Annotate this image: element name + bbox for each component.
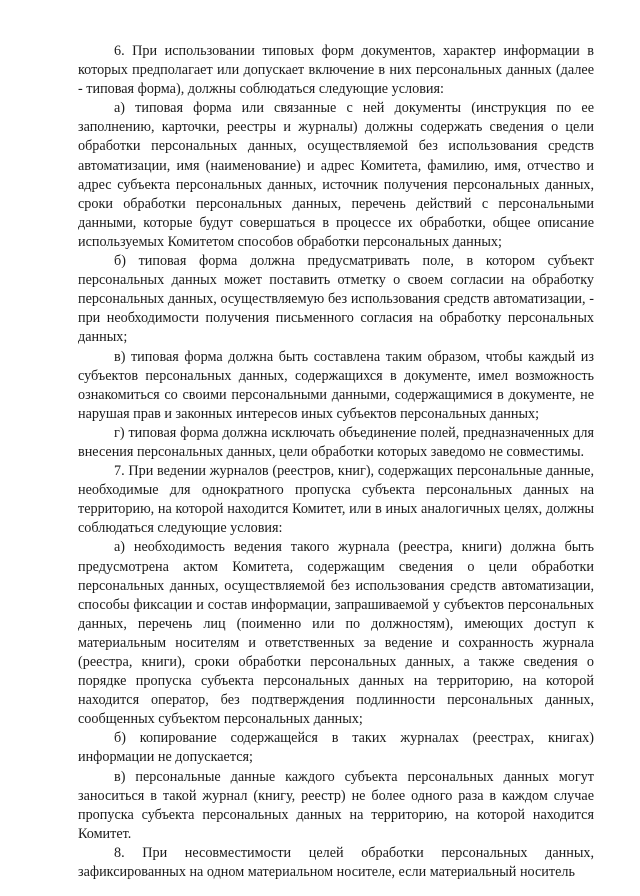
paragraph-7b: б) копирование содержащейся в таких журналах (реестрах, книгах) информации не допускается;: [78, 730, 594, 766]
paragraph-7v: в) персональные данные каждого субъекта персональных данных могут заноситься в такой журнал (книгу, реестр) не более одного раза в каждом случае пропуска субъекта персональных данных на территорию, на которой находится Комитет.: [78, 768, 594, 842]
paragraph-6b: б) типовая форма должна предусматривать поле, в котором субъект персональных данных может поставить отметку о своем согласии на обработку персональных данных, осуществляемую без использования средств автоматизации, - при необходимости получения письменного согласия на обработку персональных данных;: [78, 253, 594, 346]
paragraph-7: 7. При ведении журналов (реестров, книг), содержащих персональные данные, необходимые для однократного пропуска субъекта персональных данных на территорию, на которой находится Комитет, или в иных аналогичных целях, должны соблюдаться следующие условия:: [78, 463, 594, 537]
paragraph-6: 6. При использовании типовых форм документов, характер информации в которых предполагает или допускает включение в них персональных данных (далее - типовая форма), должны соблюдаться следующие условия:: [78, 43, 594, 98]
paragraph-8: 8. При несовместимости целей обработки персональных данных, зафиксированных на одном материальном носителе, если материальный носитель: [78, 844, 594, 881]
paragraph-7a: а) необходимость ведения такого журнала (реестра, книги) должна быть предусмотрена актом Комитета, содержащим сведения о цели обработки персональных данных, осуществляемой без использования средств автоматизации, способы фиксации и состав информации, запрашиваемой у субъектов персональных данных, перечень лиц (поименно или по должностям), имеющих доступ к материальным носителям и ответственных за ведение и сохранность журнала (реестра, книги), сроки обработки персональных данных, а также сведения о порядке пропуска субъекта персональных данных на территорию, на которой находится оператор, без подтверждения подлинности персональных данных, сообщенных субъектом персональных данных;: [78, 539, 594, 728]
paragraph-6g: г) типовая форма должна исключать объединение полей, предназначенных для внесения персональных данных, цели обработки которых заведомо не совместимы.: [78, 424, 594, 460]
paragraph-6v: в) типовая форма должна быть составлена таким образом, чтобы каждый из субъектов персональных данных, содержащихся в документе, имел возможность ознакомиться со своими персональными данными, содержащимися в документе, не нарушая прав и законных интересов иных субъектов персональных данных;: [78, 348, 594, 422]
paragraph-6a: а) типовая форма или связанные с ней документы (инструкция по ее заполнению, карточки, реестры и журналы) должны содержать сведения о цели обработки персональных данных, осуществляемой без использования средств автоматизации, имя (наименование) и адрес Комитета, фамилию, имя, отчество и адрес субъекта персональных данных, источник получения персональных данных, сроки обработки персональных данных, перечень действий с персональными данными, которые будут совершаться в процессе их обработки, общее описание используемых Комитетом способов обработки персональных данных;: [78, 100, 594, 250]
document-page: [78, 42, 594, 882]
